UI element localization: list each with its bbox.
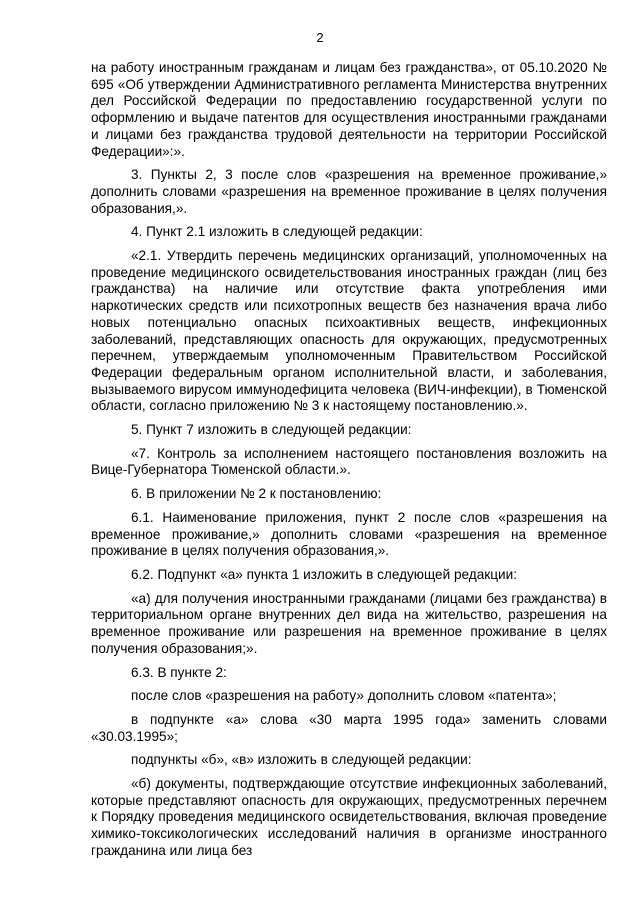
page-number: 2	[316, 30, 324, 45]
paragraph-continuation: на работу иностранным гражданам и лицам без гражданства», от 05.10.2020 № 695 «Об утверждении Административного регламента Министерства внутренних дел Российской Федерации по предоставлению государственной услуги по оформлению и выдаче патентов для осуществления иностранными гражданами и лицами без гражданства трудовой деятельности на территории Российской Федерации»:».	[91, 60, 607, 159]
document-body	[91, 60, 607, 860]
paragraph-subitems-b-v: подпункты «б», «в» изложить в следующей редакции:	[131, 752, 472, 768]
paragraph-quote-b: «б) документы, подтверждающие отсутствие инфекционных заболеваний, которые представляют опасность для окружающих, предусмотренных перечнем к Порядку проведения медицинского освидетельствования, включая проведение химико-токсикологических исследований наличия в организме иностранного гражданина или лица без	[91, 776, 607, 858]
paragraph-item-3: 3. Пункты 2, 3 после слов «разрешения на временное проживание,» дополнить словами «разрешения на временное проживание в целях получения образования,».	[91, 167, 607, 216]
paragraph-item-6: 6. В приложении № 2 к постановлению:	[131, 486, 382, 502]
paragraph-item-6-1: 6.1. Наименование приложения, пункт 2 после слов «разрешения на временное проживание,» дополнить словами «разрешения на временное проживание в целях получения образования,».	[91, 509, 607, 559]
paragraph-quote-2-1: «2.1. Утвердить перечень медицинских организаций, уполномоченных на проведение медицинского освидетельствования иностранных граждан (лиц без гражданства) на наличие или отсутствие факта употребления ими наркотических средств или психотропных веществ без назначения врача либо новых потенциально опасных психоактивных веществ, инфекционных заболеваний, представляющих опасность для окружающих, предусмотренных перечнем, утверждаемым уполномоченным Правительством Российской Федерации федеральным органом исполнительной власти, и заболевания, вызываемого вирусом иммунодефицита человека (ВИЧ-инфекции), в Тюменской области, согласно приложению № 3 к настоящему постановлению.».	[91, 248, 607, 414]
paragraph-amend-patent: после слов «разрешения на работу» дополнить словом «патента»;	[131, 688, 557, 704]
paragraph-item-5: 5. Пункт 7 изложить в следующей редакции:	[131, 422, 412, 438]
paragraph-quote-a: «а) для получения иностранными гражданами (лицами без гражданства) в территориальном органе внутренних дел вида на жительство, разрешения на временное проживание или разрешения на временное проживание в целях получения образования;».	[91, 590, 607, 656]
paragraph-amend-date: в подпункте «а» слова «30 марта 1995 года» заменить словами «30.03.1995»;	[91, 711, 607, 744]
paragraph-item-6-2: 6.2. Подпункт «а» пункта 1 изложить в следующей редакции:	[131, 566, 517, 582]
paragraph-quote-7: «7. Контроль за исполнением настоящего постановления возложить на Вице-Губернатора Тюменской области.».	[91, 445, 607, 478]
paragraph-item-4: 4. Пункт 2.1 изложить в следующей редакции:	[131, 224, 423, 240]
paragraph-item-6-3: 6.3. В пункте 2:	[131, 664, 227, 680]
